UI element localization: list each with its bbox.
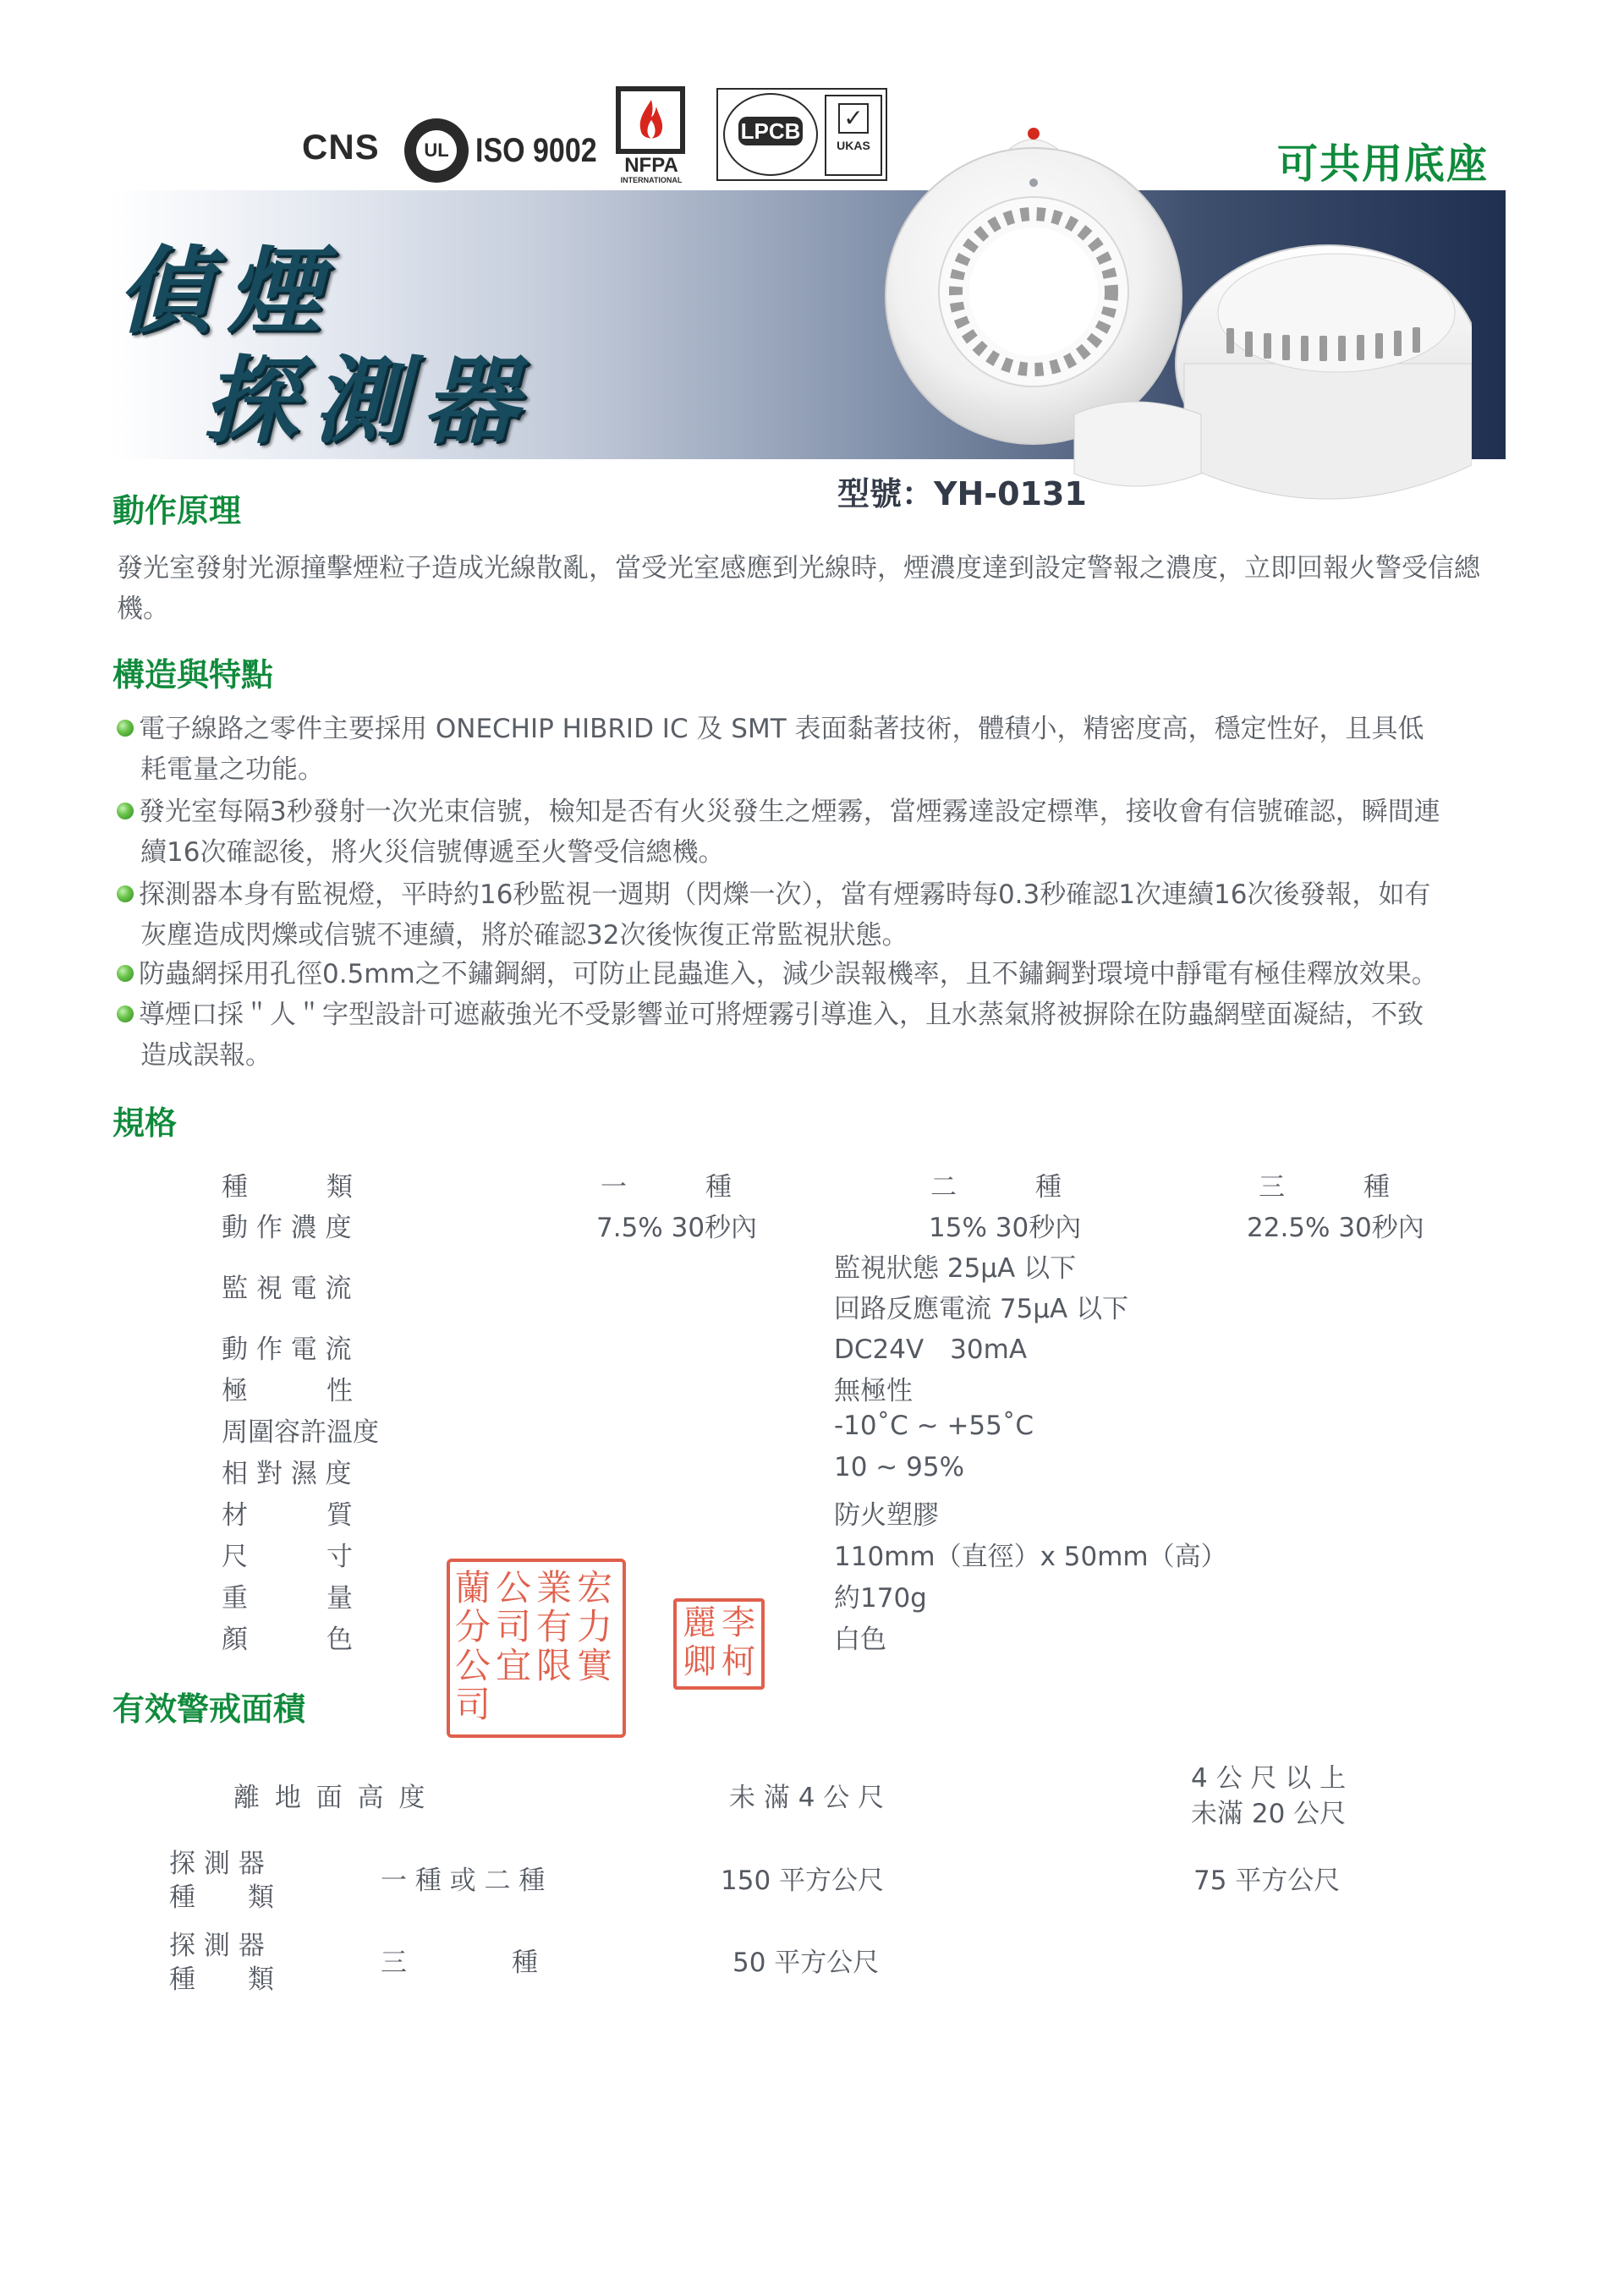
feature-line: 續16次確認後，將火災信號傳遞至火警受信總機。 — [140, 837, 725, 868]
area-row-value: 50 平方公尺 — [732, 1948, 880, 1978]
feature-line: 電子線路之零件主要採用 ONECHIP HIBRID IC 及 SMT 表面黏著技術，體積小，精密度高，穩定性好，且具低 — [139, 714, 1424, 744]
seal-char: 分 — [454, 1606, 491, 1647]
area-col2-line2: 未滿 20 公尺 — [1191, 1799, 1347, 1829]
spec-label: 相 對 濕 度 — [222, 1459, 352, 1489]
seal-char: 宏 — [576, 1567, 612, 1608]
spec-label: 周圍容許溫度 — [222, 1417, 379, 1448]
spec-value: 回路反應電流 75μA 以下 — [834, 1294, 1129, 1324]
bullet-icon — [117, 1006, 134, 1022]
seal-char: 司 — [454, 1684, 491, 1725]
flame-icon — [616, 86, 685, 154]
ukas-logo — [825, 95, 882, 176]
area-height-label: 離 地 面 高 度 — [233, 1783, 429, 1813]
seal-char: 司 — [495, 1606, 531, 1647]
seal-char: 蘭 — [454, 1567, 491, 1608]
page-title-line1: 偵煙 — [117, 237, 337, 347]
feature-item — [117, 995, 1521, 1076]
spec-type-label: 種 類 — [222, 1172, 353, 1203]
spec-value: 10 ~ 95% — [834, 1452, 965, 1482]
spec-value: 無極性 — [834, 1376, 913, 1406]
seal-char: 力 — [576, 1606, 612, 1647]
shared-base-label: 可共用底座 — [1277, 140, 1490, 188]
principle-text: 發光室發射光源撞擊煙粒子造成光線散亂，當受光室感應到光線時，煙濃度達到設定警報之濃度，立即回報火警受信總機。 — [117, 553, 1480, 624]
area-row-value: 150 平方公尺 — [721, 1866, 885, 1896]
seal-char: 限 — [535, 1645, 572, 1686]
model-number: 型號：YH-0131 — [837, 475, 1087, 512]
check-icon: ✓ — [838, 103, 869, 134]
area-heading: 有效警戒面積 — [112, 1690, 306, 1728]
seal-char: 業 — [535, 1567, 572, 1608]
bullet-icon — [117, 965, 134, 982]
nfpa-sub-text: INTERNATIONAL — [620, 176, 683, 184]
seal-char: 宜 — [495, 1645, 531, 1686]
bullet-icon — [117, 885, 134, 902]
company-seal — [447, 1559, 626, 1738]
feature-line: 灰塵造成閃爍或信號不連續，將於確認32次後恢復正常監視狀態。 — [140, 920, 908, 951]
seal-char: 麗 — [683, 1603, 716, 1642]
seal-char: 卿 — [683, 1642, 716, 1681]
feature-line: 造成誤報。 — [140, 1040, 272, 1071]
bullet-icon — [117, 803, 134, 819]
iso-logo: ISO 9002 — [475, 132, 597, 169]
spec-value: 白色 — [834, 1625, 886, 1655]
spec-value: 監視狀態 25μA 以下 — [834, 1253, 1077, 1284]
specs-heading: 規格 — [112, 1104, 178, 1142]
ul-logo — [404, 118, 469, 183]
spec-value: 110mm（直徑）x 50mm（高） — [834, 1542, 1227, 1572]
area-row-label: 探 測 器 — [169, 1931, 265, 1961]
area-row-label: 種 類 — [169, 1882, 274, 1913]
nfpa-text: NFPA — [624, 154, 678, 177]
person-seal — [673, 1598, 765, 1690]
principle-heading: 動作原理 — [112, 492, 242, 529]
area-row-label: 探 測 器 — [169, 1849, 265, 1879]
spec-value: 防火塑膠 — [834, 1500, 939, 1531]
lpcb-logo — [716, 88, 887, 181]
feature-item — [117, 709, 1521, 790]
spec-label: 材 質 — [222, 1500, 353, 1531]
spec-label: 動 作 電 流 — [222, 1334, 352, 1365]
spec-sensitivity-1: 7.5% 30秒內 — [596, 1213, 758, 1243]
feature-line: 耗電量之功能。 — [140, 754, 324, 785]
spec-value: 約170g — [834, 1583, 927, 1614]
area-row-value: 75 平方公尺 — [1193, 1866, 1341, 1896]
spec-value: -10˚C ~ +55˚C — [834, 1411, 1034, 1441]
spec-label: 顏 色 — [222, 1625, 353, 1655]
feature-line: 導煙口採＂人＂字型設計可遮蔽強光不受影響並可將煙霧引導進入，且水蒸氣將被摒除在防蟲網壁面凝結，不致 — [139, 1000, 1424, 1030]
feature-line: 防蟲網採用孔徑0.5mm之不鏽鋼網，可防止昆蟲進入，減少誤報機率，且不鏽鋼對環境中靜電有極佳釋放效果。 — [139, 959, 1438, 989]
seal-char: 實 — [576, 1645, 612, 1686]
feature-item — [117, 954, 1521, 995]
cns-logo: CNS — [302, 127, 380, 167]
area-row-label: 種 類 — [169, 1964, 274, 1995]
spec-type-3: 三 種 — [1259, 1172, 1390, 1203]
spec-label: 監 視 電 流 — [222, 1274, 352, 1304]
spec-label: 尺 寸 — [222, 1542, 353, 1572]
spec-label: 極 性 — [222, 1376, 353, 1406]
feature-item — [117, 792, 1521, 873]
feature-line: 發光室每隔3秒發射一次光束信號，檢知是否有火災發生之煙霧，當煙霧達設定標準，接收會有信號確認，瞬間連 — [139, 797, 1440, 827]
seal-char: 公 — [495, 1567, 531, 1608]
feature-line: 探測器本身有監視燈，平時約16秒監視一週期（閃爍一次），當有煙霧時每0.3秒確認1次連續16次後發報，如有 — [139, 879, 1431, 910]
seal-char: 李 — [721, 1603, 755, 1642]
feature-item — [117, 874, 1521, 956]
area-row-kind: 三 種 — [381, 1948, 538, 1978]
page-title-line2: 探測器 — [203, 347, 533, 457]
features-heading: 構造與特點 — [112, 656, 274, 693]
area-row-kind: 一 種 或 二 種 — [381, 1866, 546, 1896]
seal-char: 有 — [535, 1606, 572, 1647]
spec-sensitivity-2: 15% 30秒內 — [929, 1213, 1082, 1243]
spec-type-2: 二 種 — [930, 1172, 1062, 1203]
area-col1: 未 滿 4 公 尺 — [729, 1783, 885, 1813]
area-col2-line1: 4 公 尺 以 上 — [1191, 1763, 1347, 1794]
spec-sensitivity-3: 22.5% 30秒內 — [1247, 1213, 1424, 1243]
spec-type-1: 一 種 — [601, 1172, 732, 1203]
seal-char: 柯 — [721, 1642, 755, 1681]
lpcb-text: LPCB — [738, 117, 803, 145]
ukas-text: UKAS — [837, 139, 870, 152]
spec-label: 重 量 — [222, 1583, 353, 1614]
spec-value: DC24V 30mA — [834, 1334, 1028, 1365]
spec-label: 動 作 濃 度 — [222, 1213, 352, 1243]
bullet-icon — [117, 720, 134, 737]
seal-char: 公 — [454, 1645, 491, 1686]
ul-logo-text: UL — [416, 130, 457, 171]
nfpa-logo — [611, 86, 692, 186]
